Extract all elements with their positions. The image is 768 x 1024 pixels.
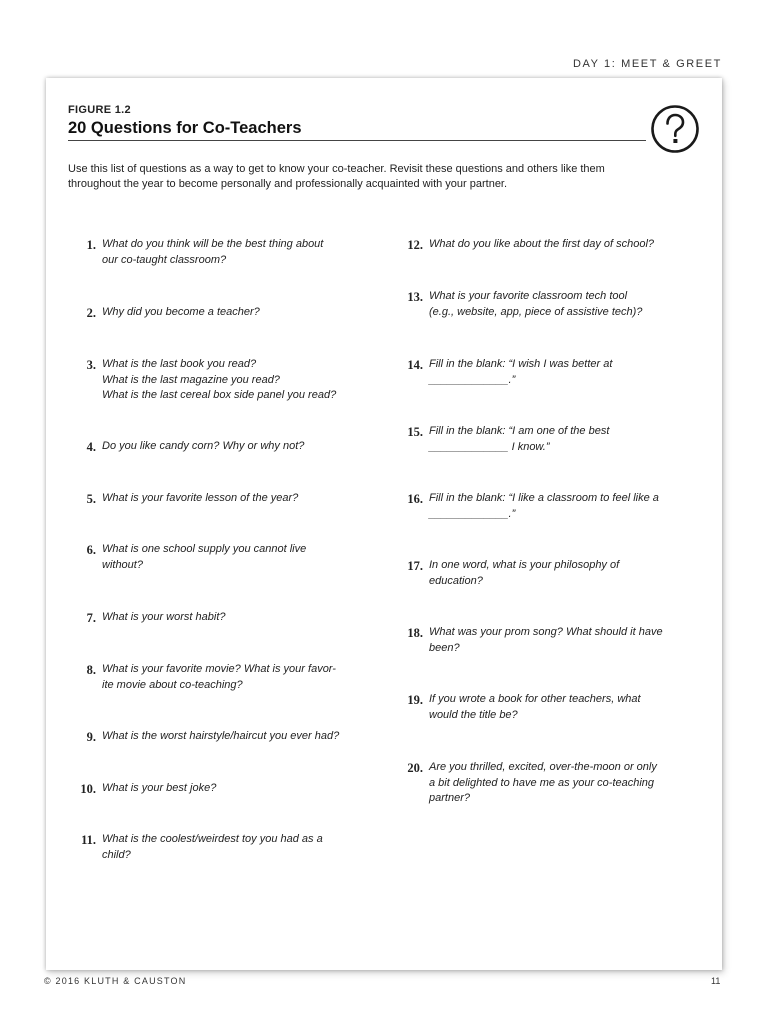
question-item <box>402 692 641 723</box>
question-item <box>402 237 654 253</box>
question-item <box>402 424 609 455</box>
question-item <box>46 439 304 455</box>
figure-title: 20 Questions for Co-Teachers <box>68 119 302 137</box>
question-number: 9. <box>86 730 96 744</box>
question-text: What is the last book you read? What is the last magazine you read? What is the last cereal box side panel you read? <box>102 358 337 402</box>
question-text: What do you like about the first day of school? <box>429 238 655 250</box>
question-item <box>46 357 336 404</box>
question-item <box>46 610 226 626</box>
running-head: DAY 1: MEET & GREET <box>573 58 722 70</box>
question-number: 14. <box>407 358 423 372</box>
intro-paragraph: Use this list of questions as a way to get to know your co-teacher. Revisit these questions and others like them throughout the year to become personally and professionally acquainted with your partner. <box>68 163 605 190</box>
question-number: 1. <box>86 238 96 252</box>
question-text: Fill in the blank: “I am one of the best _____________ I know.” <box>429 425 610 453</box>
question-number: 17. <box>407 559 423 573</box>
footer-copyright: © 2016 KLUTH & CAUSTON <box>44 976 187 986</box>
question-item <box>46 305 260 321</box>
question-number: 12. <box>407 238 423 252</box>
question-item <box>402 760 657 807</box>
question-item <box>402 558 619 589</box>
title-rule <box>68 140 646 141</box>
question-text: What is your best joke? <box>102 782 217 794</box>
question-item <box>402 625 663 656</box>
question-item <box>46 662 336 693</box>
question-number: 16. <box>407 492 423 506</box>
question-number: 11. <box>81 833 96 847</box>
question-number: 20. <box>407 761 423 775</box>
figure-card <box>46 78 722 970</box>
question-text: Do you like candy corn? Why or why not? <box>102 440 305 452</box>
question-text: In one word, what is your philosophy of education? <box>429 559 620 587</box>
question-item <box>402 289 642 320</box>
question-number: 8. <box>86 663 96 677</box>
question-number: 6. <box>86 543 96 557</box>
question-text: Fill in the blank: “I wish I was better at _____________.” <box>429 358 613 386</box>
question-text: Are you thrilled, excited, over-the-moon or only a bit delighted to have me as your co-teaching partner? <box>429 761 657 805</box>
question-text: What do you think will be the best thing about our co-taught classroom? <box>102 238 324 266</box>
question-item <box>46 781 216 797</box>
question-text: If you wrote a book for other teachers, what would the title be? <box>429 693 641 721</box>
question-number: 7. <box>86 611 96 625</box>
question-text: What is your favorite classroom tech tool (e.g., website, app, piece of assistive tech)? <box>429 290 643 318</box>
question-text: What is your favorite movie? What is your favor- ite movie about co-teaching? <box>102 663 336 691</box>
question-number: 18. <box>407 626 423 640</box>
question-mark-circle-icon <box>650 104 700 154</box>
question-number: 15. <box>407 425 423 439</box>
question-number: 19. <box>407 693 423 707</box>
question-number: 2. <box>86 306 96 320</box>
question-number: 10. <box>80 782 96 796</box>
question-item <box>46 542 306 573</box>
question-number: 5. <box>86 492 96 506</box>
question-text: What is your favorite lesson of the year? <box>102 492 299 504</box>
question-item <box>46 832 323 863</box>
figure-label: FIGURE 1.2 <box>68 104 131 116</box>
question-text: What was your prom song? What should it have been? <box>429 626 663 654</box>
question-number: 13. <box>407 290 423 304</box>
question-text: What is the coolest/weirdest toy you had as a child? <box>102 833 323 861</box>
question-text: What is one school supply you cannot live without? <box>102 543 307 571</box>
question-text: Fill in the blank: “I like a classroom to feel like a _____________.” <box>429 492 659 520</box>
question-number: 4. <box>86 440 96 454</box>
question-number: 3. <box>86 358 96 372</box>
question-item <box>402 491 659 522</box>
question-text: What is your worst habit? <box>102 611 226 623</box>
question-item <box>46 729 339 745</box>
footer-page-number: 11 <box>711 976 721 986</box>
question-text: Why did you become a teacher? <box>102 306 260 318</box>
question-item <box>402 357 612 388</box>
question-text: What is the worst hairstyle/haircut you ever had? <box>102 730 340 742</box>
question-item <box>46 491 298 507</box>
question-item <box>46 237 323 268</box>
